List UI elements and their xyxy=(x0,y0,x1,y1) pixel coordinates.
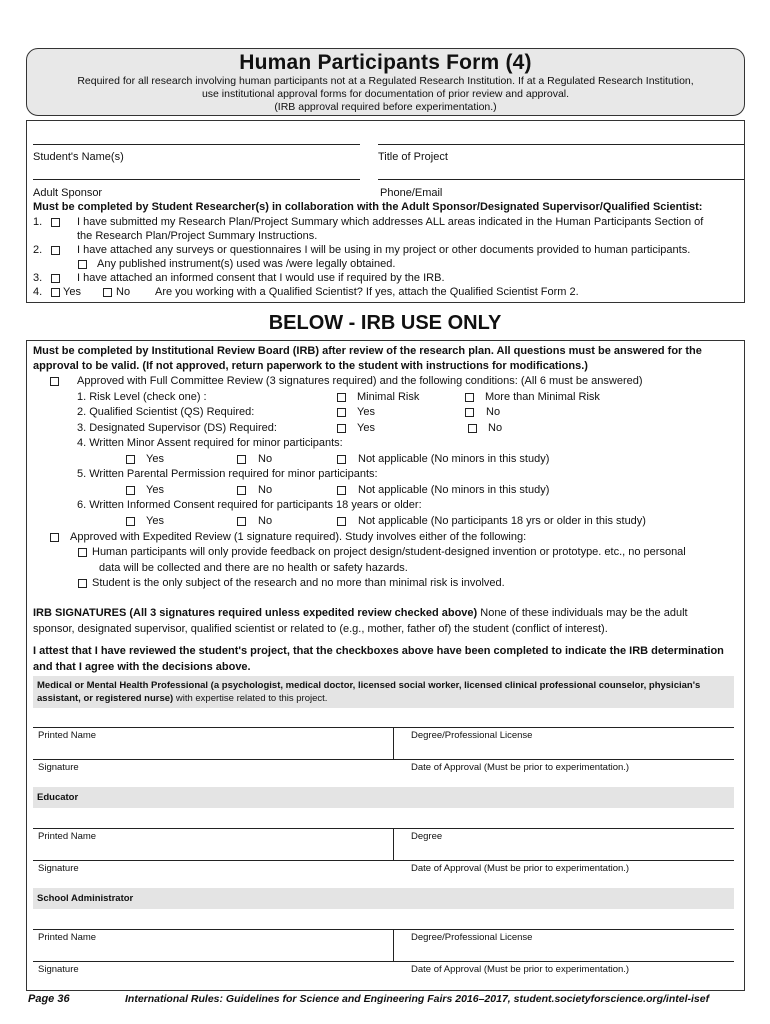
irb-signatures-heading-bold: IRB SIGNATURES (All 3 signatures required unless expedited review checked above) xyxy=(33,607,478,619)
q5-yes-label: Yes xyxy=(146,484,164,496)
title-line[interactable] xyxy=(378,144,744,145)
attestation-2: and that I agree with the decisions above. xyxy=(33,661,251,673)
medical-professional-title-1: Medical or Mental Health Professional (a psychologist, medical doctor, licensed social worker, licensed clinical professional counselor, physician's xyxy=(37,680,701,691)
q1-minimal-label: Minimal Risk xyxy=(357,391,420,403)
q4-no-label: No xyxy=(258,453,273,465)
q3-yes-label: Yes xyxy=(357,422,375,434)
item-3-text: I have attached an informed consent that I would use if required by the IRB. xyxy=(77,272,445,284)
item-2b-checkbox[interactable] xyxy=(78,260,87,269)
expedited-option-1-checkbox[interactable] xyxy=(78,548,87,557)
educator-degree-label: Degree xyxy=(411,831,443,842)
item-4-text: Are you working with a Qualified Scientist? If yes, attach the Qualified Scientist Form 2. xyxy=(155,286,579,298)
item-1-checkbox[interactable] xyxy=(51,218,60,227)
q3-yes-checkbox[interactable] xyxy=(337,424,346,433)
header-line-1: Required for all research involving human participants not at a Regulated Research Institution. If at a Regulated Research Institution, xyxy=(77,75,694,87)
school-admin-title: School Administrator xyxy=(37,893,134,904)
q5-na-label: Not applicable (No minors in this study) xyxy=(358,484,550,496)
educator-printed-name-label: Printed Name xyxy=(38,831,97,842)
expedited-option-1-cont: data will be collected and there are no health or safety hazards. xyxy=(99,562,408,574)
q1-label: 1. Risk Level (check one) : xyxy=(77,391,207,403)
q5-no-checkbox[interactable] xyxy=(237,486,246,495)
expedited-text: Approved with Expedited Review (1 signature required). Study involves either of the following: xyxy=(70,531,527,543)
header-line-3: (IRB approval required before experimentation.) xyxy=(274,101,497,113)
irb-section xyxy=(26,340,745,991)
students-name-line[interactable] xyxy=(33,144,360,145)
q4-yes-checkbox[interactable] xyxy=(126,455,135,464)
q4-na-checkbox[interactable] xyxy=(337,455,346,464)
q6-na-label: Not applicable (No participants 18 yrs or older in this study) xyxy=(358,515,646,527)
q6-label: 6. Written Informed Consent required for participants 18 years or older: xyxy=(77,499,422,511)
q1-more-checkbox[interactable] xyxy=(465,393,474,402)
students-name-label: Student's Name(s) xyxy=(33,151,124,163)
q2-yes-label: Yes xyxy=(357,406,375,418)
header-line-2: use institutional approval forms for documentation of prior review and approval. xyxy=(201,88,570,100)
q6-no-label: No xyxy=(258,515,273,527)
adult-sponsor-line[interactable] xyxy=(33,179,360,180)
phone-email-line[interactable] xyxy=(378,179,744,180)
item-1-number: 1. xyxy=(33,216,43,228)
medical-signature-label: Signature xyxy=(38,762,79,773)
q5-yes-checkbox[interactable] xyxy=(126,486,135,495)
medical-printed-name-label: Printed Name xyxy=(38,730,97,741)
item-4-no-checkbox[interactable] xyxy=(103,288,112,297)
expedited-checkbox[interactable] xyxy=(50,533,59,542)
educator-title: Educator xyxy=(37,792,79,803)
medical-name-line[interactable] xyxy=(33,727,734,728)
medical-degree-label: Degree/Professional License xyxy=(411,730,533,741)
student-section xyxy=(26,120,745,303)
irb-signatures-heading-rest: None of these individuals may be the adult xyxy=(477,607,688,619)
educator-name-line[interactable] xyxy=(33,828,734,829)
item-4-yes-checkbox[interactable] xyxy=(51,288,60,297)
school-admin-header xyxy=(33,888,734,909)
irb-signatures-heading xyxy=(33,606,688,620)
q6-na-checkbox[interactable] xyxy=(337,517,346,526)
q6-no-checkbox[interactable] xyxy=(237,517,246,526)
medical-professional-title-2 xyxy=(37,692,327,706)
full-committee-text: Approved with Full Committee Review (3 signatures required) and the following conditions: (All 6 must be answered) xyxy=(77,375,643,387)
item-2-text-cont: Any published instrument(s) used was /were legally obtained. xyxy=(97,258,396,270)
q3-label: 3. Designated Supervisor (DS) Required: xyxy=(77,422,277,434)
q3-no-checkbox[interactable] xyxy=(468,424,477,433)
irb-use-only-banner: BELOW - IRB USE ONLY xyxy=(268,312,502,334)
form-title: Human Participants Form (4) xyxy=(239,51,532,74)
q5-na-checkbox[interactable] xyxy=(337,486,346,495)
q1-more-label: More than Minimal Risk xyxy=(485,391,600,403)
q1-minimal-checkbox[interactable] xyxy=(337,393,346,402)
school-admin-date-label: Date of Approval (Must be prior to experimentation.) xyxy=(411,964,630,975)
q5-no-label: No xyxy=(258,484,273,496)
item-2-text: I have attached any surveys or questionnaires I will be using in my project or other documents provided to human participants. xyxy=(77,244,691,256)
title-label: Title of Project xyxy=(378,151,448,163)
q2-no-checkbox[interactable] xyxy=(465,408,474,417)
q4-yes-label: Yes xyxy=(146,453,164,465)
adult-sponsor-label: Adult Sponsor xyxy=(33,187,103,199)
expedited-option-2-checkbox[interactable] xyxy=(78,579,87,588)
educator-date-label: Date of Approval (Must be prior to experimentation.) xyxy=(411,863,630,874)
q4-no-checkbox[interactable] xyxy=(237,455,246,464)
q5-label: 5. Written Parental Permission required for minor participants: xyxy=(77,468,378,480)
item-1-text-cont: the Research Plan/Project Summary Instructions. xyxy=(77,230,318,242)
q4-label: 4. Written Minor Assent required for minor participants: xyxy=(77,437,343,449)
item-3-checkbox[interactable] xyxy=(51,274,60,283)
full-committee-checkbox[interactable] xyxy=(50,377,59,386)
student-instructions: Must be completed by Student Researcher(s) in collaboration with the Adult Sponsor/Designated Supervisor/Qualified Scientist: xyxy=(33,201,703,213)
footer-text: International Rules: Guidelines for Science and Engineering Fairs 2016–2017, student.societyforscience.org/intel-isef xyxy=(125,993,710,1005)
educator-signature-line[interactable] xyxy=(33,860,734,861)
irb-intro-2: approval to be valid. (If not approved, return paperwork to the student with instructions for modifications.) xyxy=(33,360,588,372)
medical-date-label: Date of Approval (Must be prior to experimentation.) xyxy=(411,762,630,773)
q6-yes-label: Yes xyxy=(146,515,164,527)
page-number: Page 36 xyxy=(28,993,70,1005)
item-4-no-label: No xyxy=(116,286,131,298)
educator-signature-label: Signature xyxy=(38,863,79,874)
medical-divider xyxy=(393,727,394,759)
medical-professional-title-2-bold: assistant, or registered nurse) xyxy=(37,693,174,704)
phone-email-label: Phone/Email xyxy=(380,187,443,199)
school-admin-divider xyxy=(393,929,394,961)
school-admin-name-line[interactable] xyxy=(33,929,734,930)
school-admin-degree-label: Degree/Professional License xyxy=(411,932,533,943)
educator-header xyxy=(33,787,734,808)
item-2-number: 2. xyxy=(33,244,43,256)
medical-signature-line[interactable] xyxy=(33,759,734,760)
irb-intro-1: Must be completed by Institutional Review Board (IRB) after review of the research plan. All questions must be answered for the xyxy=(33,345,702,357)
q2-yes-checkbox[interactable] xyxy=(337,408,346,417)
expedited-option-1-text: Human participants will only provide feedback on project design/student-designed invention or prototype. etc., no personal xyxy=(92,546,686,558)
item-1-text: I have submitted my Research Plan/Project Summary which addresses ALL areas indicated in the Human Participants Section of xyxy=(77,216,704,228)
attestation-1: I attest that I have reviewed the student's project, that the checkboxes above have been completed to indicate the IRB determination xyxy=(33,645,724,657)
irb-signatures-heading-2: sponsor, designated supervisor, qualified scientist or related to (e.g., mother, father of) the student (conflict of interest). xyxy=(33,623,608,635)
school-admin-printed-name-label: Printed Name xyxy=(38,932,97,943)
item-2-checkbox[interactable] xyxy=(51,246,60,255)
q3-no-label: No xyxy=(488,422,503,434)
q2-label: 2. Qualified Scientist (QS) Required: xyxy=(77,406,255,418)
form-header xyxy=(26,48,745,116)
medical-professional-title-2-rest: with expertise related to this project. xyxy=(173,693,328,704)
expedited-option-2-text: Student is the only subject of the research and no more than minimal risk is involved. xyxy=(92,577,505,589)
q4-na-label: Not applicable (No minors in this study) xyxy=(358,453,550,465)
school-admin-signature-label: Signature xyxy=(38,964,79,975)
school-admin-signature-line[interactable] xyxy=(33,961,734,962)
item-4-number: 4. xyxy=(33,286,43,298)
item-4-yes-label: Yes xyxy=(63,286,81,298)
q2-no-label: No xyxy=(486,406,501,418)
medical-professional-header xyxy=(33,676,734,708)
q6-yes-checkbox[interactable] xyxy=(126,517,135,526)
item-3-number: 3. xyxy=(33,272,43,284)
educator-divider xyxy=(393,828,394,860)
